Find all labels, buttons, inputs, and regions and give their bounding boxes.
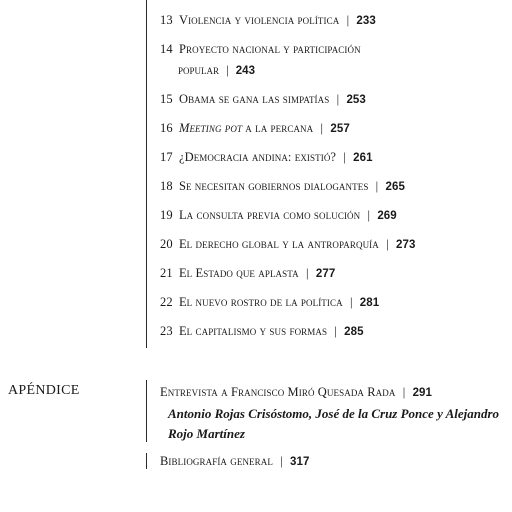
toc-entry-19[interactable] — [160, 207, 397, 224]
separator: | — [375, 179, 379, 193]
chapter-number: 13 — [160, 13, 173, 27]
separator: | — [280, 454, 283, 468]
separator: | — [226, 63, 229, 77]
page-number: 243 — [235, 65, 255, 77]
toc-entry-17[interactable] — [160, 149, 373, 166]
chapter-title: La consulta previa como solución — [178, 208, 361, 222]
separator: | — [334, 324, 337, 338]
chapter-title-italic: Meeting pot — [178, 121, 243, 135]
chapter-title: ¿Democracia andina: existió? — [178, 150, 337, 164]
appendix-entry[interactable] — [160, 384, 432, 401]
chapter-number: 19 — [160, 208, 173, 222]
bibliography-vertical-rule — [146, 453, 147, 469]
page-number: 285 — [344, 326, 364, 338]
appendix-authors-line1: Antonio Rojas Crisóstomo, José de la Cruz Ponce y Alejandro — [168, 406, 500, 421]
chapter-number: 21 — [160, 266, 173, 280]
toc-entry-23[interactable] — [160, 323, 364, 340]
chapter-number: 14 — [160, 42, 173, 56]
toc-entry-14[interactable] — [160, 41, 361, 57]
separator: | — [336, 92, 340, 106]
page-number: 269 — [377, 210, 397, 222]
chapter-number: 16 — [160, 121, 173, 135]
separator: | — [367, 208, 371, 222]
separator: | — [346, 13, 350, 27]
chapter-title-line1: Proyecto nacional y participación — [178, 42, 361, 56]
separator: | — [305, 266, 309, 280]
appendix-vertical-rule — [146, 380, 147, 442]
toc-entry-14-continuation[interactable] — [178, 62, 255, 79]
page-number: 291 — [412, 387, 433, 399]
page-number: 261 — [353, 152, 373, 164]
page-number: 257 — [330, 123, 350, 135]
toc-vertical-rule — [146, 0, 147, 348]
chapter-title: El derecho global y la antroparquía — [178, 237, 379, 251]
chapter-number: 23 — [160, 324, 173, 338]
page-number: 277 — [315, 268, 336, 280]
toc-entry-21[interactable] — [160, 265, 335, 282]
toc-entry-22[interactable] — [160, 294, 379, 311]
chapter-number: 20 — [160, 237, 173, 251]
toc-entry-15[interactable] — [160, 91, 366, 108]
page-number: 265 — [385, 181, 406, 193]
chapter-number: 18 — [160, 179, 173, 193]
chapter-title: Violencia y violencia política — [178, 13, 340, 27]
appendix-title: Entrevista a Francisco Miró Quesada Rada — [160, 385, 396, 399]
chapter-title: Se necesitan gobiernos dialogantes — [178, 179, 369, 193]
chapter-number: 15 — [160, 92, 173, 106]
chapter-title-line2: popular — [178, 63, 220, 77]
separator: | — [386, 237, 389, 251]
page-number: 233 — [356, 15, 376, 27]
chapter-number: 22 — [160, 295, 173, 309]
bibliography-entry[interactable] — [160, 453, 310, 470]
toc-entry-20[interactable] — [160, 236, 415, 253]
chapter-title: Obama se gana las simpatías — [178, 92, 330, 106]
toc-entry-16[interactable] — [160, 120, 350, 137]
page-number: 281 — [359, 297, 380, 309]
separator: | — [349, 295, 353, 309]
chapter-number: 17 — [160, 150, 173, 164]
page-number: 273 — [395, 239, 416, 251]
appendix-label: APÉNDICE — [8, 383, 80, 398]
chapter-title: El nuevo rostro de la política — [178, 295, 343, 309]
chapter-title: El Estado que aplasta — [178, 266, 299, 280]
toc-entry-18[interactable] — [160, 178, 405, 195]
chapter-title: El capitalismo y sus formas — [178, 324, 328, 338]
appendix-authors-line2: Rojo Martínez — [168, 426, 245, 441]
separator: | — [320, 121, 324, 135]
toc-entry-13[interactable] — [160, 12, 376, 29]
page-number: 253 — [346, 94, 366, 106]
page-number: 317 — [290, 456, 310, 468]
chapter-title: a la percana — [242, 121, 314, 135]
separator: | — [343, 150, 346, 164]
separator: | — [402, 385, 406, 399]
bibliography-title: Bibliografía general — [160, 454, 273, 468]
